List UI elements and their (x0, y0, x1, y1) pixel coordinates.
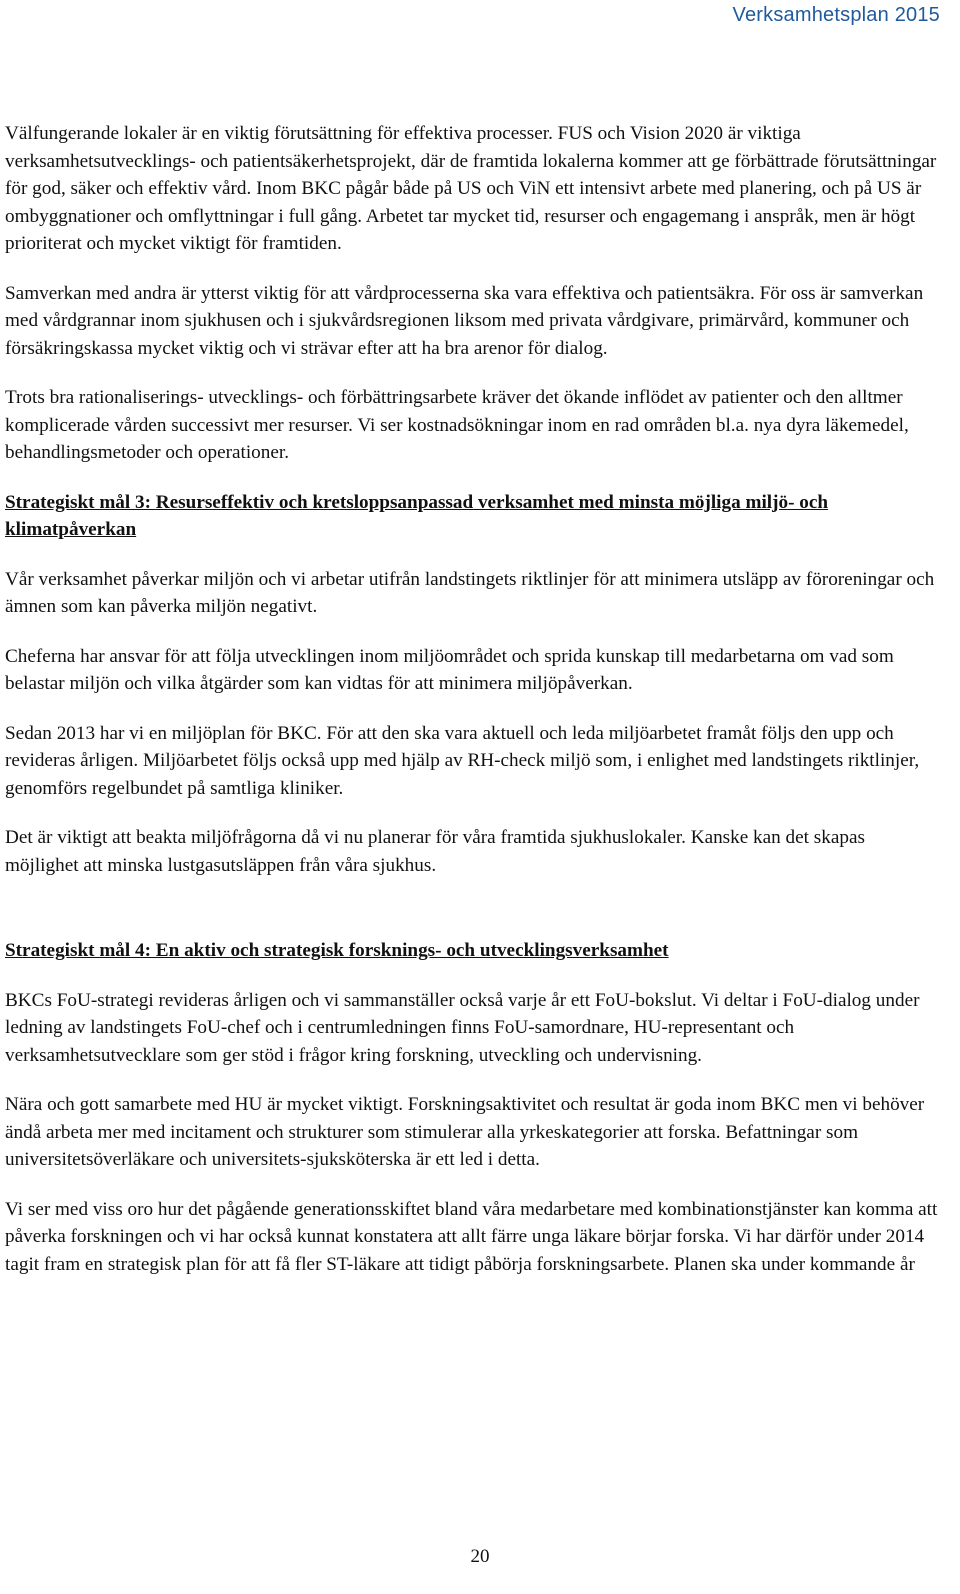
section-heading-goal-3: Strategiskt mål 3: Resurseffektiv och kretsloppsanpassad verksamhet med minsta möjliga miljö- och klimatpåverkan (5, 491, 829, 540)
paragraph-future-premises: Det är viktigt att beakta miljöfrågorna då vi nu planerar för våra framtida sjukhuslokaler. Kanske kan det skapas möjlighet att minska lustgasutsläppen från våra sjukhus. (5, 827, 865, 876)
paragraph-rd-strategy: BKCs FoU-strategi revideras årligen och vi sammanställer också varje år ett FoU-bokslut. Vi deltar i FoU-dialog under ledning av landstingets FoU-chef och i centrumledningen finns FoU-samordnare, HU-representant och verksamhetsutvecklare som ger stöd i frågor kring forskning, utveckling och undervisning. (5, 989, 920, 1066)
section-heading-goal-4: Strategiskt mål 4: En aktiv och strategisk forsknings- och utvecklingsverksamhet (5, 940, 669, 961)
paragraph-environment-impact: Vår verksamhet påverkar miljön och vi arbetar utifrån landstingets riktlinjer för att minimera utsläpp av föroreningar och ämnen som kan påverka miljön negativt. (5, 568, 935, 617)
paragraph-environment-plan: Sedan 2013 har vi en miljöplan för BKC. För att den ska vara aktuell och leda miljöarbetet framåt följs den upp och revideras årligen. Miljöarbetet följs också upp med hjälp av RH-check miljö som, i enlighet med landstingets riktlinjer, genomförs regelbundet på samtliga kliniker. (5, 722, 920, 799)
paragraph-premises: Välfungerande lokaler är en viktig förutsättning för effektiva processer. FUS och Vision 2020 är viktiga verksamhetsutvecklings- och patientsäkerhetsprojekt, där de framtida lokalerna kommer att ge förbättrade förutsättningar för god, säker och effektiv vård. Inom BKC pågår både på US och ViN ett intensivt arbete med planering, och på US är ombyggnationer och omflyttningar i full gång. Arbetet tar mycket tid, resurser och engagemang i anspråk, men är högt prioriterat och mycket viktigt för framtiden. (5, 123, 937, 254)
section-spacer (5, 901, 940, 937)
page-number: 20 (470, 1546, 490, 1567)
paragraph-generation-shift: Vi ser med viss oro hur det pågående generationsskiftet bland våra medarbetare med kombinationstjänster kan komma att påverka forskningen och vi har också kunnat konstatera att allt färre unga läkare börjar forska. Vi har därför under 2014 tagit fram en strategisk plan för att få fler ST-läkare att tidigt påbörja forskningsarbete. Planen ska under kommande år (5, 1198, 938, 1275)
paragraph-managers-responsibility: Cheferna har ansvar för att följa utvecklingen inom miljöområdet och sprida kunskap till medarbetarna om vad som belastar miljön och vilka åtgärder som kan vidtas för att minimera miljöpåverkan. (5, 645, 894, 694)
document-body (5, 120, 940, 1300)
paragraph-hu-collaboration: Nära och gott samarbete med HU är mycket viktigt. Forskningsaktivitet och resultat är goda inom BKC men vi behöver ändå arbeta mer med incitament och strukturer som stimulerar alla yrkeskategorier att forska. Befattningar som universitetsöverläkare och universitets-sjuksköterska är ett led i detta. (5, 1094, 925, 1170)
page-header-title: Verksamhetsplan 2015 (732, 4, 940, 26)
paragraph-collaboration: Samverkan med andra är ytterst viktig för att vårdprocesserna ska vara effektiva och patientsäkra. För oss är samverkan med vårdgrannar inom sjukhusen och i sjukvårdsregionen liksom med privata vårdgivare, primärvård, kommuner och försäkringskassa mycket viktig och vi strävar efter att ha bra arenor för dialog. (5, 282, 924, 359)
paragraph-resources: Trots bra rationaliserings- utvecklings- och förbättringsarbete kräver det ökande inflödet av patienter och den alltmer komplicerade vården successivt mer resurser. Vi ser kostnadsökningar inom en rad områden bl.a. nya dyra läkemedel, behandlingsmetoder och operationer. (5, 387, 909, 463)
